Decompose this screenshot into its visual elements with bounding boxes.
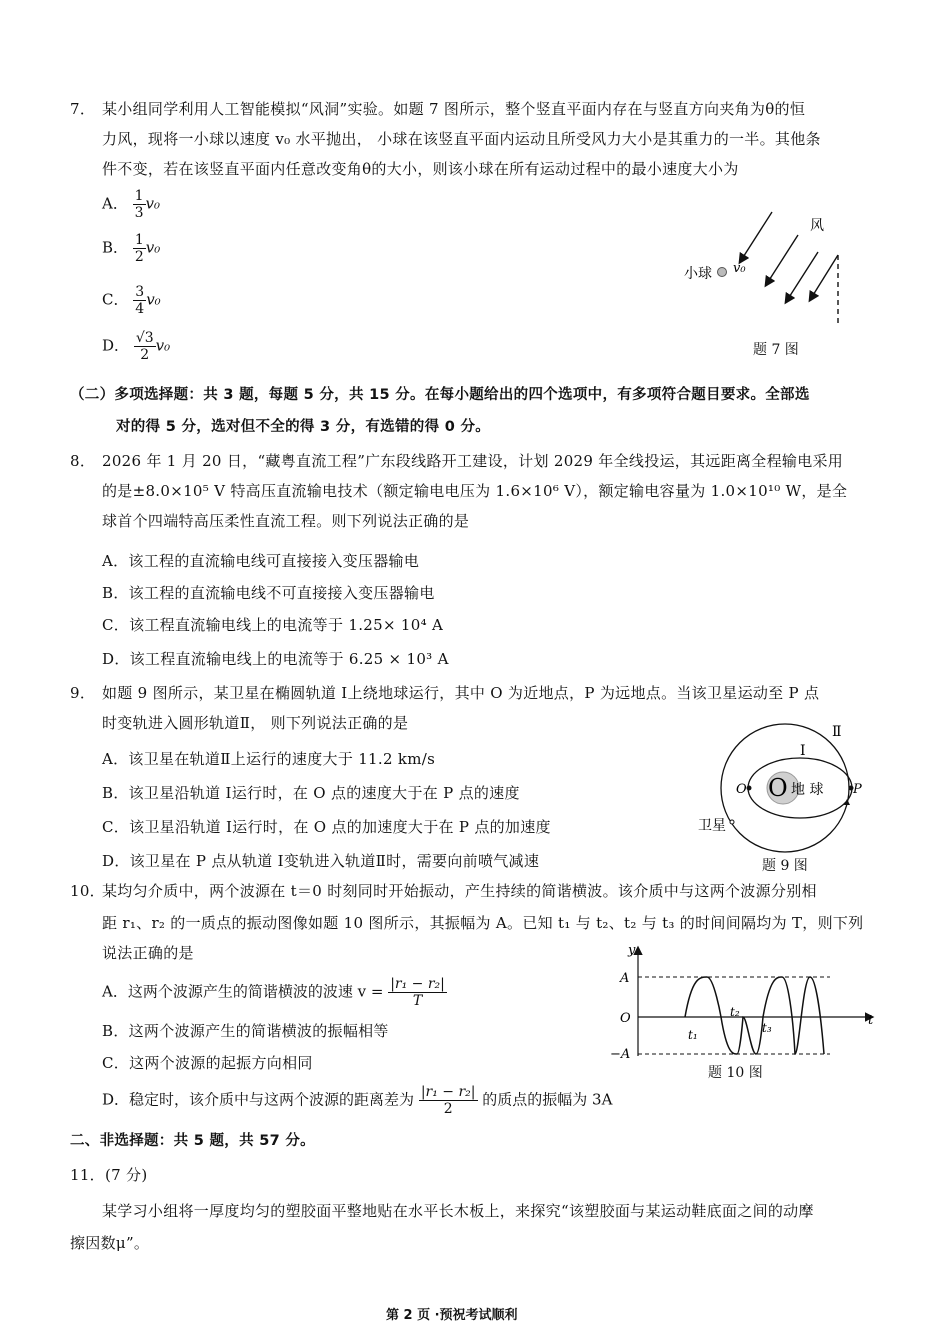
q8-option-a: A．该工程的直流输电线可直接接入变压器输电 bbox=[102, 552, 420, 570]
q7-wind-figure bbox=[670, 200, 860, 335]
t3-label: t₃ bbox=[762, 1021, 772, 1035]
q9-option-d: D．该卫星在 P 点从轨道 Ⅰ变轨进入轨道Ⅱ时，需要向前喷气减速 bbox=[102, 852, 540, 870]
q8-option-c: C．该工程直流输电线上的电流等于 1.25× 10⁴ A bbox=[102, 616, 444, 634]
q8-option-b: B．该工程的直流输电线不可直接接入变压器输电 bbox=[102, 584, 435, 602]
orbit-2-label: Ⅱ bbox=[832, 724, 842, 740]
q7-number: 7． bbox=[70, 100, 96, 118]
v0-label: v₀ bbox=[733, 261, 746, 276]
vibration-curve bbox=[685, 977, 824, 1054]
ball-label: 小球 bbox=[684, 266, 712, 282]
y-label: y bbox=[628, 944, 636, 958]
q7-line2: 力风，现将一小球以速度 v₀ 水平抛出， 小球在该竖直平面内运动且所受风力大小是其重力的一半。其他条 bbox=[102, 130, 821, 148]
section3-title: 二、非选择题：共 5 题，共 57 分。 bbox=[70, 1133, 315, 1149]
q10-option-a: A．这两个波源产生的简谐横波的波速 v = $\frac{\text{|r₁ − r₂|}}{T}$ bbox=[102, 976, 445, 1009]
earth-label: 地 球 bbox=[791, 782, 824, 798]
q7-option-a: A． $\frac{1}{3}$ v₀ bbox=[102, 188, 161, 221]
q8-option-d: D．该工程直流输电线上的电流等于 6.25 × 10³ A bbox=[102, 650, 449, 668]
q11-head: 11．(7 分) bbox=[70, 1166, 148, 1184]
earth-o-label: O bbox=[768, 774, 788, 802]
q7-line1: 某小组同学利用人工智能模拟“风洞”实验。如题 7 图所示，整个竖直平面内存在与竖直方向夹角为θ的恒 bbox=[102, 100, 806, 118]
q11-line2: 擦因数μ”。 bbox=[70, 1234, 150, 1252]
origin-label: O bbox=[620, 1011, 631, 1026]
wind-arrow bbox=[766, 235, 798, 285]
q8-line3: 球首个四端特高压柔性直流工程。则下列说法正确的是 bbox=[102, 512, 470, 530]
wind-arrow bbox=[810, 255, 838, 300]
q10-line2: 距 r₁、r₂ 的一质点的振动图像如题 10 图所示，其振幅为 A。已知 t₁ 与 t₂、t₂ 与 t₃ 的时间间隔均为 T，则下列 bbox=[102, 914, 864, 932]
q10-figure-caption: 题 10 图 bbox=[708, 1065, 763, 1081]
q9-line1: 如题 9 图所示，某卫星在椭圆轨道 Ⅰ上绕地球运行，其中 O 为近地点，P 为远地点。当该卫星运动至 P 点 bbox=[102, 684, 820, 702]
p-label: P bbox=[853, 782, 862, 797]
q9-number: 9． bbox=[70, 684, 96, 702]
o-label: O bbox=[736, 782, 747, 797]
q8-number: 8． bbox=[70, 452, 96, 470]
ball-icon bbox=[718, 268, 727, 277]
wind-arrow bbox=[740, 212, 772, 262]
t2-label: t₂ bbox=[730, 1005, 740, 1019]
t-label: t bbox=[868, 1013, 874, 1028]
q9-option-a: A．该卫星在轨道Ⅱ上运行的速度大于 11.2 km/s bbox=[102, 750, 436, 768]
q7-option-c: C． $\frac{3}{4}$ v₀ bbox=[102, 284, 161, 317]
q10-vibration-graph bbox=[600, 944, 880, 1064]
q10-option-c: C．这两个波源的起振方向相同 bbox=[102, 1054, 313, 1072]
q10-number: 10． bbox=[70, 882, 105, 900]
satellite-icon bbox=[730, 820, 734, 824]
orbit-1-label: Ⅰ bbox=[800, 743, 806, 759]
page-footer: 第 2 页 ·预祝考试顺利 bbox=[386, 1308, 518, 1323]
q10-line3: 说法正确的是 bbox=[102, 944, 194, 962]
q9-line2: 时变轨进入圆形轨道Ⅱ， 则下列说法正确的是 bbox=[102, 714, 409, 732]
q11-line1: 某学习小组将一厚度均匀的塑胶面平整地贴在水平长木板上，来探究“该塑胶面与某运动鞋底面之间的动摩 bbox=[102, 1202, 814, 1220]
q9-option-b: B．该卫星沿轨道 Ⅰ运行时，在 O 点的速度大于在 P 点的速度 bbox=[102, 784, 520, 802]
q10-option-b: B．这两个波源产生的简谐横波的振幅相等 bbox=[102, 1022, 389, 1040]
orbit-direction-arrow bbox=[844, 799, 850, 805]
q7-option-d: D． $\frac{√3}{2}$ v₀ bbox=[102, 330, 171, 363]
q7-line3: 件不变，若在该竖直平面内任意改变角θ的大小，则该小球在所有运动过程中的最小速度大小为 bbox=[102, 160, 739, 178]
q9-option-c: C．该卫星沿轨道 Ⅰ运行时，在 O 点的加速度大于在 P 点的加速度 bbox=[102, 818, 551, 836]
t1-label: t₁ bbox=[688, 1028, 698, 1042]
section2-line2: 对的得 5 分，选对但不全的得 3 分，有选错的得 0 分。 bbox=[116, 419, 491, 435]
satellite-label: 卫星 bbox=[698, 818, 726, 834]
q9-orbit-figure bbox=[690, 722, 890, 857]
q8-line2: 的是±8.0×10⁵ V 特高压直流输电技术（额定输电电压为 1.6×10⁶ V），额定输电容量为 1.0×10¹⁰ W，是全 bbox=[102, 482, 848, 500]
q8-line1: 2026 年 1 月 20 日，“藏粤直流工程”广东段线路开工建设，计划 2029 年全线投运，其远距离全程输电采用 bbox=[102, 452, 844, 470]
point-o bbox=[747, 786, 752, 791]
neg-a-label: −A bbox=[610, 1047, 631, 1062]
q7-figure-caption: 题 7 图 bbox=[753, 342, 799, 358]
q10-line1: 某均匀介质中，两个波源在 t＝0 时刻同时开始振动，产生持续的简谐横波。该介质中与这两个波源分别相 bbox=[102, 882, 817, 900]
q7-option-b: B． $\frac{1}{2}$ v₀ bbox=[102, 232, 161, 265]
a-label: A bbox=[620, 971, 630, 986]
wind-label: 风 bbox=[810, 218, 824, 234]
q9-figure-caption: 题 9 图 bbox=[762, 858, 808, 874]
section2-line1: （二）多项选择题：共 3 题，每题 5 分，共 15 分。在每小题给出的四个选项中，有多项符合题目要求。全部选 bbox=[70, 387, 810, 403]
q10-option-d: D．稳定时，该介质中与这两个波源的距离差为 $\frac{\text{|r₁ − r₂|}}{2}$ 的质点的振幅为 3A bbox=[102, 1084, 613, 1117]
